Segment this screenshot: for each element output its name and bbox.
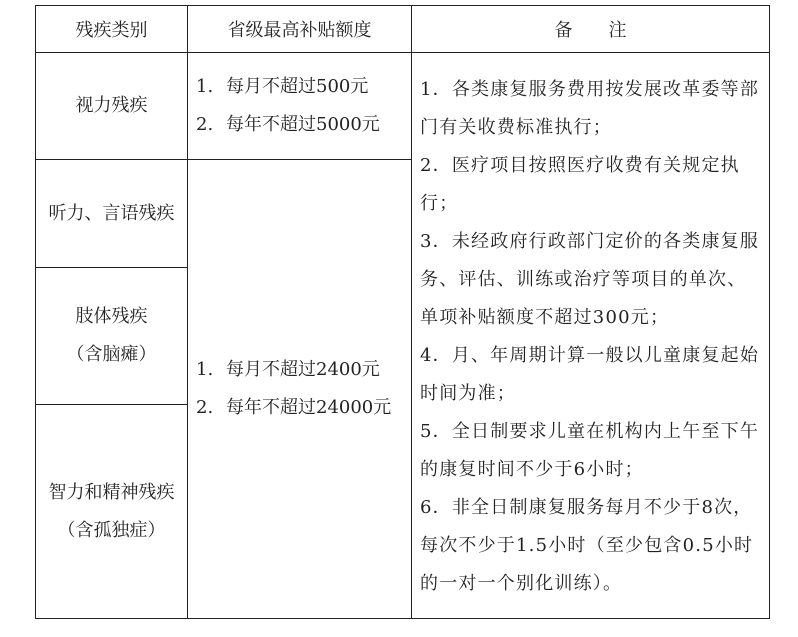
subsidy-cell-other — [188, 160, 412, 619]
note-item: 4．月、年周期计算一般以儿童康复起始时间为准； — [420, 345, 760, 404]
category-sublabel: （含孤独症） — [57, 519, 166, 541]
subsidy-item: 1. 每月不超过2400元 — [196, 359, 380, 380]
subsidy-item: 2. 每年不超过24000元 — [196, 397, 392, 418]
category-limb — [36, 268, 188, 405]
category-label: 听力、言语残疾 — [48, 202, 175, 224]
subsidy-table-container — [35, 5, 770, 619]
category-label: 视力残疾 — [75, 95, 148, 116]
subsidy-item: 1. 每月不超过500元 — [196, 76, 369, 97]
category-intellectual-mental — [36, 405, 188, 619]
category-label: 智力和精神残疾 — [48, 481, 175, 503]
note-item: 2．医疗项目按照医疗收费有关规定执行； — [420, 155, 740, 214]
category-sublabel: （含脑瘫） — [66, 344, 157, 365]
header-row — [36, 6, 770, 53]
header-subsidy-amount: 省级最高补贴额度 — [188, 6, 412, 53]
subsidy-list — [188, 68, 411, 144]
category-hearing-speech — [36, 160, 188, 268]
header-category: 残疾类别 — [36, 6, 188, 53]
category-label: 肢体残疾 — [75, 306, 148, 327]
subsidy-list — [188, 351, 411, 427]
category-visual — [36, 53, 188, 160]
note-item: 3．未经政府行政部门定价的各类康复服务、评估、训练或治疗等项目的单次、单项补贴额度不超过300元； — [420, 231, 760, 328]
note-item: 5．全日制要求儿童在机构内上午至下午的康复时间不少于6小时； — [420, 421, 760, 480]
note-item: 6．非全日制康复服务每月不少于8次，每次不少于1.5小时（至少包含0.5小时的一对一个别化训练）。 — [420, 497, 754, 594]
subsidy-table — [35, 5, 770, 619]
subsidy-cell-visual — [188, 53, 412, 160]
subsidy-item: 2. 每年不超过5000元 — [196, 114, 380, 135]
notes-cell — [412, 53, 770, 619]
header-notes: 备 注 — [412, 6, 770, 53]
table-row — [36, 53, 770, 160]
note-item: 1．各类康复服务费用按发展改革委等部门有关收费标准执行； — [420, 79, 760, 138]
